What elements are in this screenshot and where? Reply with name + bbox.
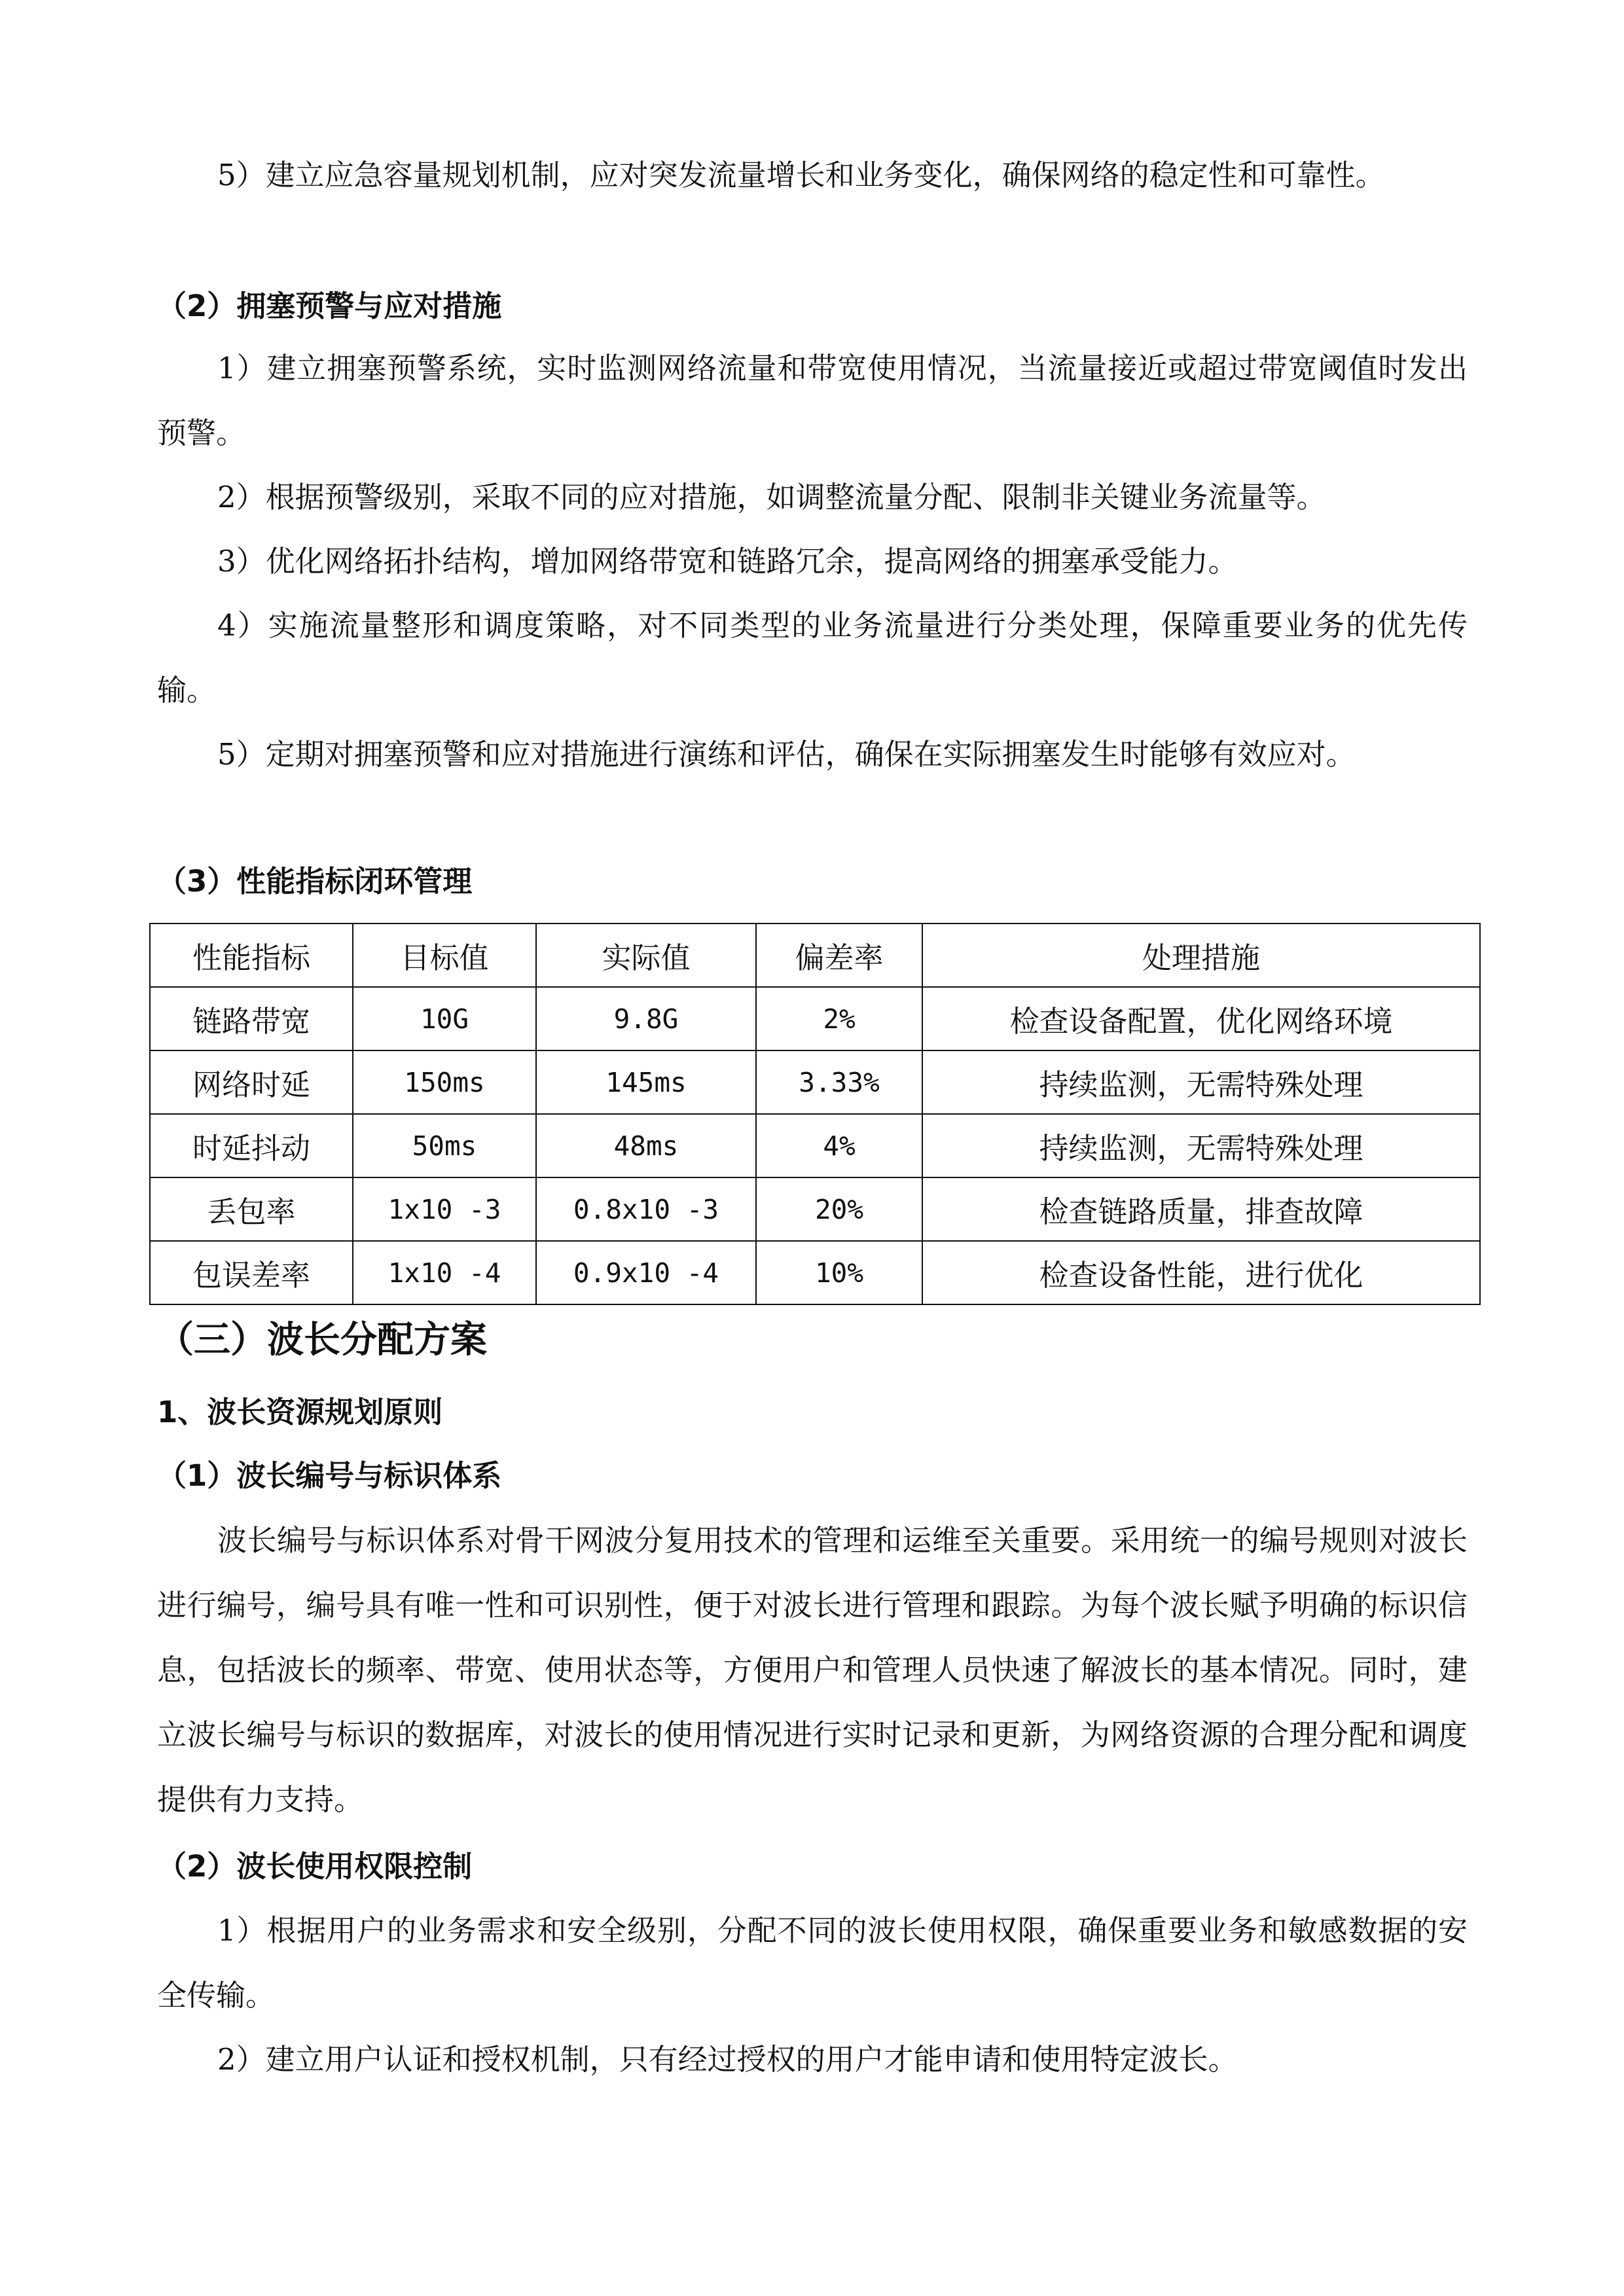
paragraph-congestion-2: 2）根据预警级别，采取不同的应对措施，如调整流量分配、限制非关键业务流量等。 [217,480,1326,514]
table-cell: 0.9x10 -4 [536,1241,756,1304]
table-cell: 丢包率 [150,1177,353,1241]
table-cell: 持续监测，无需特殊处理 [922,1050,1480,1114]
paragraph-permission-2: 2）建立用户认证和授权机制，只有经过授权的用户才能申请和使用特定波长。 [217,2042,1238,2077]
table-cell: 持续监测，无需特殊处理 [922,1114,1480,1177]
performance-metrics-table [149,923,1481,1305]
table-cell: 1x10 -4 [353,1241,536,1304]
table-header-cell: 处理措施 [922,924,1480,987]
table-cell: 10% [756,1241,922,1304]
table-cell: 包误差率 [150,1241,353,1304]
table-cell: 检查链路质量，排查故障 [922,1177,1480,1241]
table-cell: 20% [756,1177,922,1241]
paragraph-emergency-capacity: 5）建立应急容量规划机制，应对突发流量增长和业务变化，确保网络的稳定性和可靠性。 [217,158,1385,192]
table-cell: 48ms [536,1114,756,1177]
paragraph-congestion-5: 5）定期对拥塞预警和应对措施进行演练和评估，确保在实际拥塞发生时能够有效应对。 [217,737,1356,772]
table-cell: 2% [756,987,922,1050]
table-cell: 链路带宽 [150,987,353,1050]
paragraph-congestion-3: 3）优化网络拓扑结构，增加网络带宽和链路冗余，提高网络的拥塞承受能力。 [217,544,1238,579]
table-header-cell: 目标值 [353,924,536,987]
table-row [150,1177,1480,1241]
heading-wavelength-id: （1）波长编号与标识体系 [157,1458,502,1493]
table-cell: 50ms [353,1114,536,1177]
heading-section-three: （三）波长分配方案 [157,1319,487,1361]
table-cell: 145ms [536,1050,756,1114]
paragraph-congestion-1: 1）建立拥塞预警系统，实时监测网络流量和带宽使用情况，当流量接近或超过带宽阈值时发出预警。 [157,351,1468,450]
paragraph-permission-1: 1）根据用户的业务需求和安全级别，分配不同的波长使用权限，确保重要业务和敏感数据的安全传输。 [157,1913,1468,2013]
heading-congestion: （2）拥塞预警与应对措施 [157,289,502,323]
table-row [150,1241,1480,1304]
table-cell: 10G [353,987,536,1050]
table-cell: 网络时延 [150,1050,353,1114]
heading-metrics: （3）性能指标闭环管理 [157,864,473,899]
table-row [150,1114,1480,1177]
table-cell: 时延抖动 [150,1114,353,1177]
table-row [150,1050,1480,1114]
table-header-cell: 性能指标 [150,924,353,987]
table-row [150,987,1480,1050]
table-cell: 9.8G [536,987,756,1050]
table-cell: 0.8x10 -3 [536,1177,756,1241]
heading-planning-principles: 1、波长资源规划原则 [157,1395,443,1429]
paragraph-wavelength-id: 波长编号与标识体系对骨干网波分复用技术的管理和运维至关重要。采用统一的编号规则对波长进行编号，编号具有唯一性和可识别性，便于对波长进行管理和跟踪。为每个波长赋予明确的标识信息，包括波长的频率、带宽、使用状态等，方便用户和管理人员快速了解波长的基本情况。同时，建立波长编号与标识的数据库，对波长的使用情况进行实时记录和更新，为网络资源的合理分配和调度提供有力支持。 [157,1523,1468,1817]
table-header-cell: 偏差率 [756,924,922,987]
paragraph-congestion-4: 4）实施流量整形和调度策略，对不同类型的业务流量进行分类处理，保障重要业务的优先传输。 [157,608,1468,708]
table-cell: 4% [756,1114,922,1177]
heading-permission: （2）波长使用权限控制 [157,1849,473,1884]
table-cell: 3.33% [756,1050,922,1114]
table-cell: 150ms [353,1050,536,1114]
table-header-cell: 实际值 [536,924,756,987]
table-cell: 检查设备性能，进行优化 [922,1241,1480,1304]
table-cell: 检查设备配置，优化网络环境 [922,987,1480,1050]
table-cell: 1x10 -3 [353,1177,536,1241]
table-header-row [150,924,1480,987]
